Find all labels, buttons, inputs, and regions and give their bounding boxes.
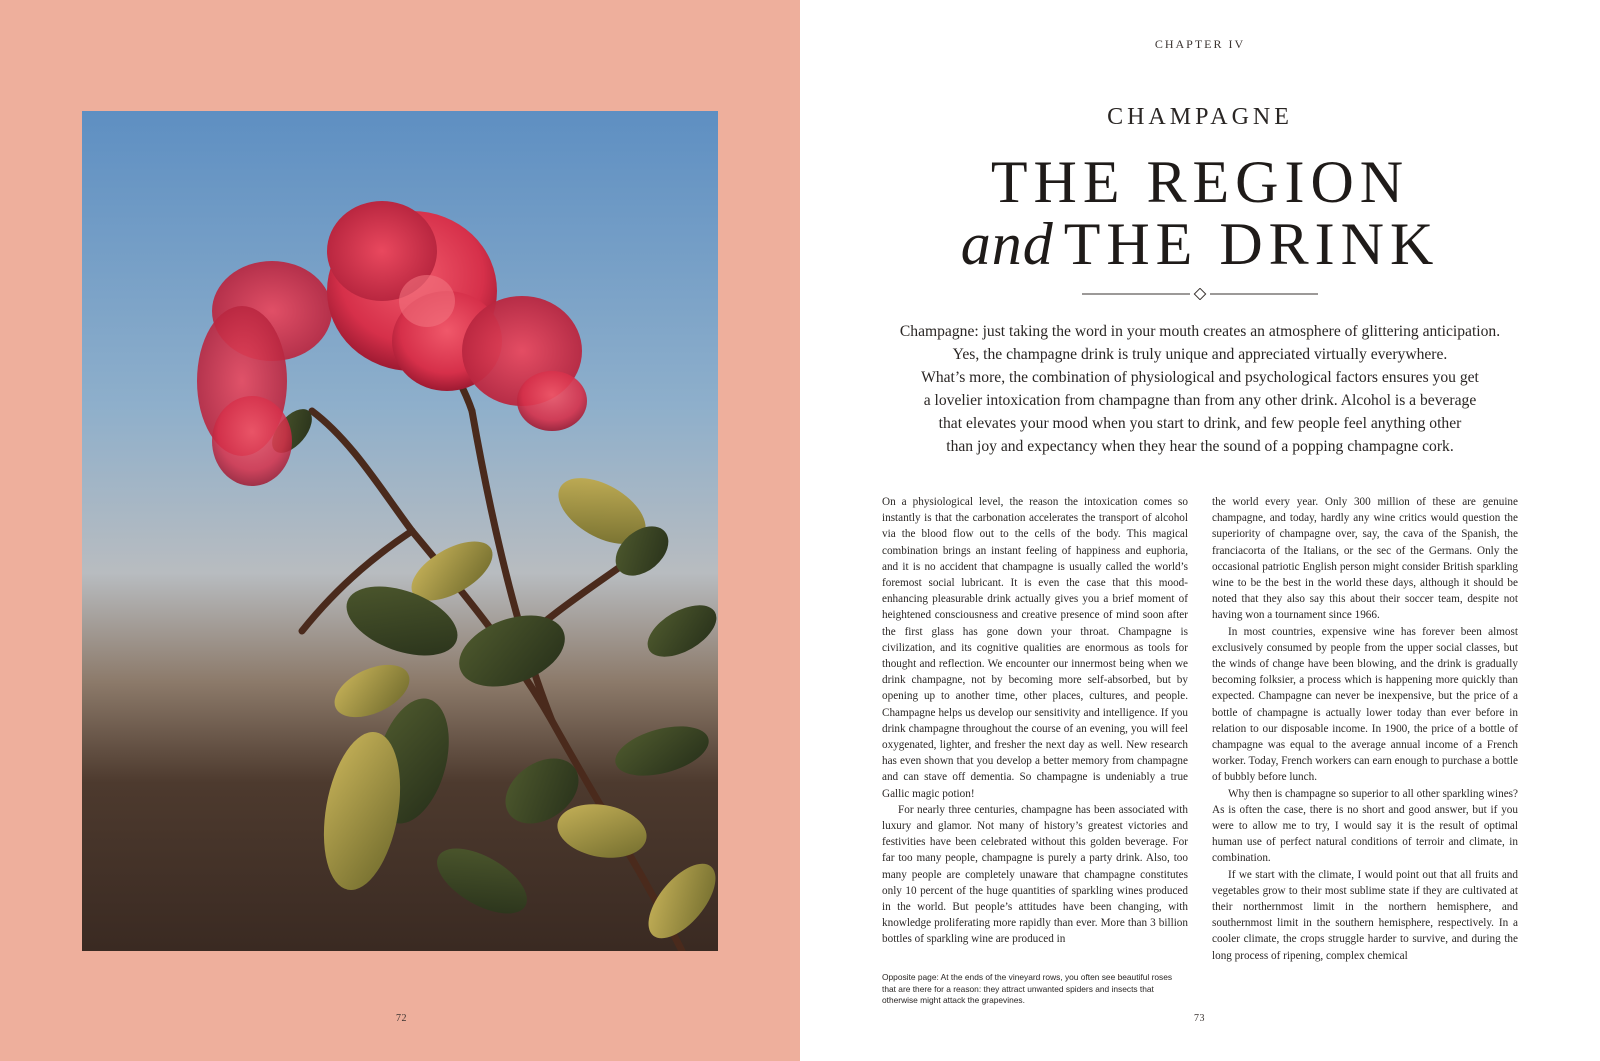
headline-italic-and: and: [960, 211, 1054, 277]
photo-caption: Opposite page: At the ends of the vineyard rows, you often see beautiful roses that are there for a reason: they attract unwanted spiders and insects that otherwise might attack the grapevines.: [882, 972, 1173, 1005]
headline-line-2-text: THE DRINK: [1063, 211, 1440, 277]
ornament-divider: [1082, 288, 1318, 300]
headline-line-2: [800, 211, 1600, 277]
lede-line: that elevates your mood when you start to drink, and few people feel anything other: [938, 415, 1462, 432]
page-number-left: 72: [396, 1013, 407, 1024]
body-paragraph: If we start with the climate, I would point out that all fruits and vegetables grow to their most sublime state if they are cultivated at their northernmost limit in the northern hemisphere, and southernmost limit in the southern hemisphere, respectively. In a cooler climate, the crops struggle harder to survive, and during the long process of ripening, complex chemical: [1212, 868, 1518, 962]
lede-line: a lovelier intoxication from champagne than from any other drink. Alcohol is a beverage: [923, 392, 1477, 409]
lede-line: Champagne: just taking the word in your mouth creates an atmosphere of glittering anticipation.: [899, 323, 1501, 340]
right-page: [800, 0, 1600, 1061]
headline-line-1: THE REGION: [990, 149, 1410, 215]
lede-line: Yes, the champagne drink is truly unique and appreciated virtually everywhere.: [952, 346, 1448, 363]
chapter-kicker: CHAMPAGNE: [1107, 104, 1293, 130]
rose-photo: [82, 111, 718, 951]
body-column-left: [882, 494, 1188, 948]
body-paragraph: the world every year. Only 300 million of these are genuine champagne, and today, hardly any wine critics would question the superiority of champagne over, say, the cava of the Spanish, the franciacorta of the Italians, or the sec of the Germans. Only the occasional patriotic English person might consider British sparkling wine to be the best in the world these days, although it should be noted that they also say this about their soccer team, despite not having won a tournament since 1966.: [1212, 496, 1518, 622]
lede-line: than joy and expectancy when they hear the sound of a popping champagne cork.: [946, 438, 1454, 455]
body-paragraph: On a physiological level, the reason the intoxication comes so instantly is that the carbonation accelerates the transport of alcohol via the blood flow out to the cells of the body. This magical combination brings an instant feeling of happiness and euphoria, and it is no accident that champagne is usually called the world’s foremost social lubricant. It is even the case that this mood-enhancing pleasurable drink actually gives you a brief moment of heightened consciousness and creative presence of mind soon after the first glass has gone down your throat. Champagne is civilization, and its cognitive qualities are enormous as tools for thought and reflection. We encounter our innermost being when we drink champagne, not by becoming more self-absorbed, but by opening up to another time, other places, cultures, and people. Champagne helps us develop our sensitivity and intelligence. If you drink champagne throughout the course of an evening, you will feel oxygenated, lighter, and fresher the next day as well. New research has even shown that you develop a better memory from champagne and can stave off dementia. So champagne is undeniably a true Gallic magic potion!: [882, 496, 1188, 800]
page-number-right: 73: [1194, 1013, 1205, 1024]
body-paragraph: In most countries, expensive wine has forever been almost exclusively consumed by people from the upper social classes, but the winds of change have been blowing, and the drink is gradually becoming folksier, a process which is happening more quickly than expected. Champagne can never be inexpensive, but the price of a bottle of champagne is actually lower today than ever before in relation to our disposable income. In 1900, the price of a bottle of champagne was equal to the average annual income of a French worker. Today, French workers can earn enough to purchase a bottle of bubbly before lunch.: [1212, 625, 1518, 784]
chapter-label: CHAPTER IV: [1154, 37, 1246, 51]
lede-line: What’s more, the combination of physiological and psychological factors ensures you get: [921, 369, 1479, 386]
body-paragraph: For nearly three centuries, champagne has been associated with luxury and glamor. Not many of history’s greatest victories and festivities have been celebrated without this golden beverage. For far too many people, champagne is purely a party drink. Also, too many people are completely unaware that champagne constitutes only 10 percent of the huge quantities of sparkling wines produced in the world. But people’s attitudes have been changing, with knowledge proliferating more rapidly than ever. More than 3 billion bottles of sparkling wine are produced in: [882, 803, 1188, 946]
body-column-right: [1212, 494, 1518, 964]
lede-paragraph: [860, 320, 1540, 458]
body-paragraph: Why then is champagne so superior to all other sparkling wines? As is often the case, there is no short and good answer, but if you were to allow me to try, I would say it is the result of optimal human use of perfect natural conditions of terroir and climate, in combination.: [1212, 787, 1518, 865]
